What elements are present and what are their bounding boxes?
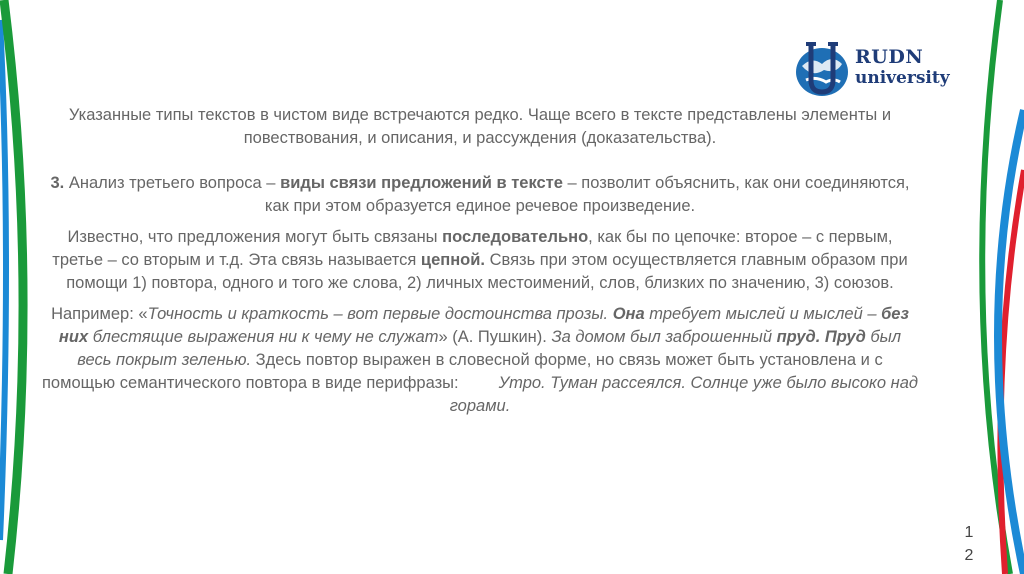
left-blue-stripe xyxy=(0,20,6,540)
bold-term: последовательно xyxy=(442,228,589,246)
question-number: 3. xyxy=(50,174,65,192)
globe-icon xyxy=(792,40,852,100)
logo-university-text: university xyxy=(855,68,950,88)
page-number-line1: 1 xyxy=(964,524,974,541)
paragraph-1: Указанные типы текстов в чистом виде встречаются редко. Чаще всего в тексте представлены элементы и повествования, и описания, и рассуждения (доказательства). xyxy=(68,106,892,147)
logo-rudn-text: RUDN xyxy=(855,46,924,68)
paragraph-3: Известно, что предложения могут быть связаны последовательно, как бы по цепочке: второе – с первым, третье – со вторым и т.д. Эта связь называется цепной. Связь при этом осуществляется главным образом при помощи 1) повтора, одного и того же слова, 2) личных местоимений, слов, близких по значению, 3) союзов. xyxy=(52,228,908,292)
paragraph-2: 3. Анализ третьего вопроса – виды связи предложений в тексте – позволит объяснить, как они соединяются, как при этом образуется единое речевое произведение. xyxy=(50,174,910,215)
slide-content xyxy=(40,104,920,418)
paragraph-4: Например: «Точность и краткость – вот первые достоинства прозы. Она требует мыслей и мыслей – без них блестящие выражения ни к чему не служат» (А. Пушкин). За домом был заброшенный пруд. Пруд был весь покрыт зеленью. Здесь повтор выражен в словесной форме, но связь может быть установлена и с помощью семантического повтора в виде перифразы: Утро. Туман рассеялся. Солнце уже было высоко над горами. xyxy=(42,305,918,415)
rudn-logo xyxy=(792,40,992,100)
bold-term: цепной. xyxy=(420,251,485,269)
right-red-stripe xyxy=(1000,170,1024,574)
bold-term: виды связи предложений в тексте xyxy=(280,174,563,192)
left-green-stripe xyxy=(4,0,23,574)
right-blue-stripe xyxy=(998,110,1024,574)
page-number-line2: 2 xyxy=(964,547,974,564)
